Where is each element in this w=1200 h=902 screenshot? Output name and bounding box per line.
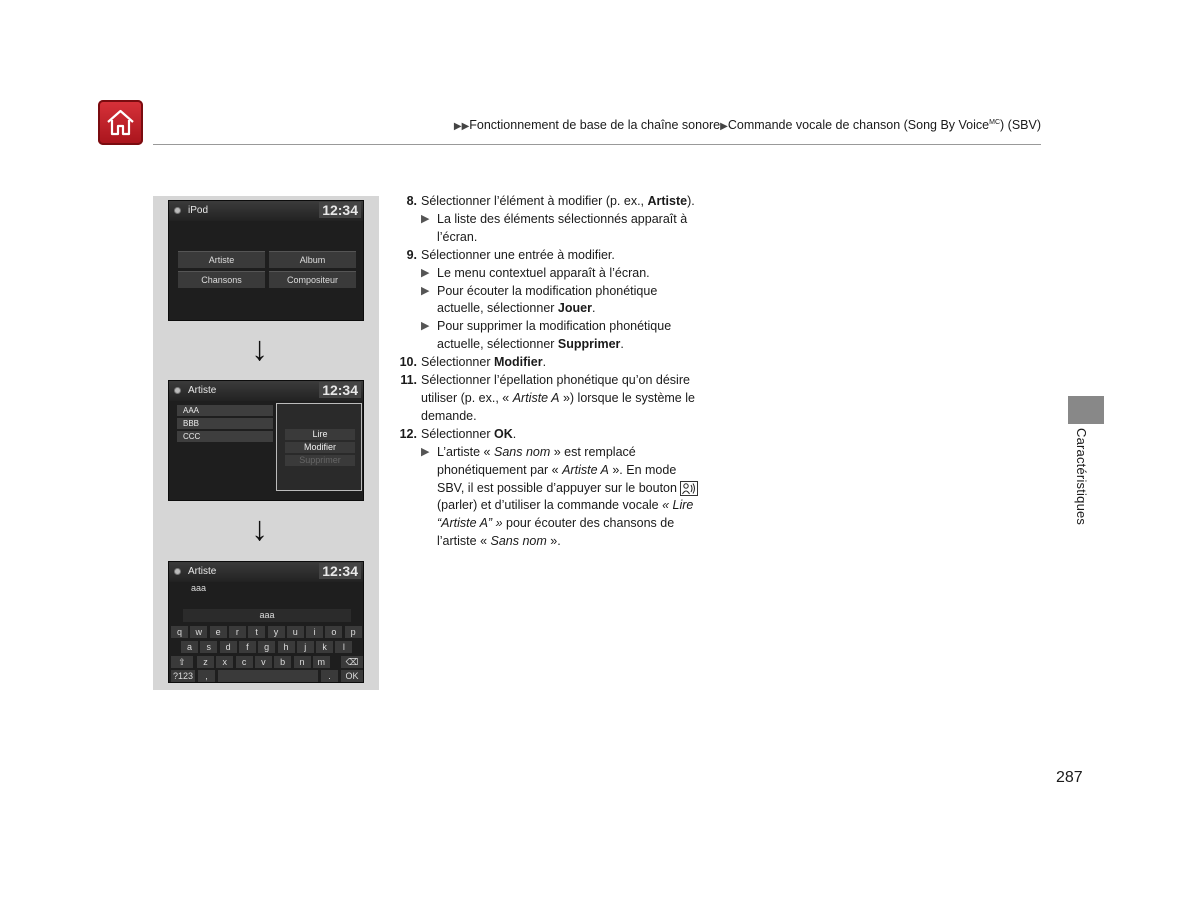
context-item-supprimer[interactable]: Supprimer <box>285 455 355 466</box>
key-e[interactable]: e <box>210 626 227 638</box>
status-bar <box>169 201 363 221</box>
key-y[interactable]: y <box>268 626 285 638</box>
arrow-down-icon: ↓ <box>251 510 268 548</box>
result-arrow-icon: ▶ <box>421 284 430 297</box>
source-icon <box>174 207 181 214</box>
key-w[interactable]: w <box>190 626 207 638</box>
screen-keyboard <box>168 561 364 683</box>
key-comma[interactable]: , <box>198 670 215 682</box>
breadcrumb-section[interactable]: Fonctionnement de base de la chaîne sonore <box>469 118 721 132</box>
menu-button-artiste[interactable]: Artiste <box>178 251 265 268</box>
breadcrumb-end: ) (SBV) <box>1000 118 1041 132</box>
key-f[interactable]: f <box>239 641 256 653</box>
instructions <box>395 193 705 551</box>
screen-title: Artiste <box>188 566 217 577</box>
step-8-result: ▶ La liste des éléments sélectionnés apparaît à l’écran. <box>421 211 688 244</box>
key-j[interactable]: j <box>297 641 314 653</box>
screen-artist-context-menu <box>168 380 364 501</box>
key-d[interactable]: d <box>220 641 237 653</box>
key-l[interactable]: l <box>335 641 352 653</box>
step-9-result: ▶ Le menu contextuel apparaît à l’écran. <box>395 265 705 283</box>
key-q[interactable]: q <box>171 626 188 638</box>
text-input[interactable]: aaa <box>183 609 351 622</box>
key-b[interactable]: b <box>274 656 291 668</box>
talk-button-icon <box>680 481 698 496</box>
key-ok[interactable]: OK <box>341 670 363 682</box>
screen-title: Artiste <box>188 385 217 396</box>
step-12-result: ▶ L’artiste « Sans nom » est remplacé phonétiquement par « Artiste A ». En mode SBV, il est possible d’appuyer sur le bouton (parler) et d’utiliser la commande vocale « Lire “Artiste A” » pour écouter des chansons de l’artiste « Sans nom ». <box>395 444 705 551</box>
menu-button-album[interactable]: Album <box>269 251 356 268</box>
home-button[interactable] <box>98 100 143 145</box>
key-v[interactable]: v <box>255 656 272 668</box>
context-item-modifier[interactable]: Modifier <box>285 442 355 453</box>
list-item[interactable]: AAA <box>177 405 273 416</box>
chapter-tab[interactable] <box>1068 396 1104 424</box>
screen-title: iPod <box>188 205 209 216</box>
key-p[interactable]: p <box>345 626 362 638</box>
source-icon <box>174 568 181 575</box>
key-n[interactable]: n <box>294 656 311 668</box>
step-9-note-listen: ▶ Pour écouter la modification phonétique actuelle, sélectionner Jouer. <box>421 283 658 316</box>
header-rule <box>153 144 1041 145</box>
key-z[interactable]: z <box>197 656 214 668</box>
step-9: 9. Sélectionner une entrée à modifier. <box>406 247 615 262</box>
shift-key-icon[interactable]: ⇧ <box>171 656 193 668</box>
space-key[interactable] <box>218 670 318 682</box>
breadcrumb <box>454 118 1041 132</box>
key-123[interactable]: ?123 <box>172 671 194 681</box>
list-item[interactable]: BBB <box>177 418 273 429</box>
context-item-lire[interactable]: Lire <box>285 429 355 440</box>
status-bar <box>169 381 363 401</box>
key-i[interactable]: i <box>306 626 323 638</box>
step-9-note-delete: ▶ Pour supprimer la modification phonétique actuelle, sélectionner Supprimer. <box>421 319 672 352</box>
key-o[interactable]: o <box>325 626 342 638</box>
current-name: aaa <box>191 583 207 593</box>
clock: 12:34 <box>319 202 361 218</box>
clock: 12:34 <box>319 563 361 579</box>
key-c[interactable]: c <box>236 656 253 668</box>
result-arrow-icon: ▶ <box>421 266 430 279</box>
step-12: 12. Sélectionner OK. <box>399 426 517 441</box>
step-8: 8. Sélectionner l’élément à modifier (p. ex., Artiste). <box>406 194 695 208</box>
key-m[interactable]: m <box>313 656 330 668</box>
breadcrumb-topic[interactable]: Commande vocale de chanson (Song By Voice <box>727 118 990 132</box>
step-10: 10. Sélectionner Modifier. <box>399 355 547 370</box>
page-number: 287 <box>1056 769 1083 786</box>
screen-ipod-menu <box>168 200 364 321</box>
key-h[interactable]: h <box>278 641 295 653</box>
breadcrumb-arrow-icon: ▶ <box>720 121 728 132</box>
context-menu <box>276 403 362 491</box>
chapter-label: Caractéristiques <box>1074 428 1089 526</box>
arrow-down-icon: ↓ <box>251 330 268 368</box>
key-k[interactable]: k <box>316 641 333 653</box>
result-arrow-icon: ▶ <box>421 212 430 225</box>
screenshots-panel <box>153 196 379 690</box>
key-a[interactable]: a <box>181 641 198 653</box>
breadcrumb-arrow-icon: ▶▶ <box>453 121 470 132</box>
backspace-key-icon[interactable]: ⌫ <box>341 656 363 668</box>
menu-button-chansons[interactable]: Chansons <box>178 271 265 288</box>
source-icon <box>174 387 181 394</box>
list-item[interactable]: CCC <box>177 431 273 442</box>
step-11: 11. Sélectionner l’épellation phonétique qu’on désire utiliser (p. ex., « Artiste A ») lorsque le système le demande. <box>400 373 695 423</box>
menu-button-compositeur[interactable]: Compositeur <box>269 271 356 288</box>
home-icon <box>104 106 137 139</box>
key-u[interactable]: u <box>287 626 304 638</box>
key-dot[interactable]: . <box>321 670 338 682</box>
status-bar <box>169 562 363 582</box>
clock: 12:34 <box>319 382 361 398</box>
result-arrow-icon: ▶ <box>421 320 430 333</box>
key-t[interactable]: t <box>248 626 265 638</box>
key-g[interactable]: g <box>258 641 275 653</box>
key-r[interactable]: r <box>229 626 246 638</box>
breadcrumb-sup: MC <box>989 118 1001 126</box>
result-arrow-icon: ▶ <box>421 445 430 458</box>
key-s[interactable]: s <box>200 641 217 653</box>
key-x[interactable]: x <box>216 656 233 668</box>
